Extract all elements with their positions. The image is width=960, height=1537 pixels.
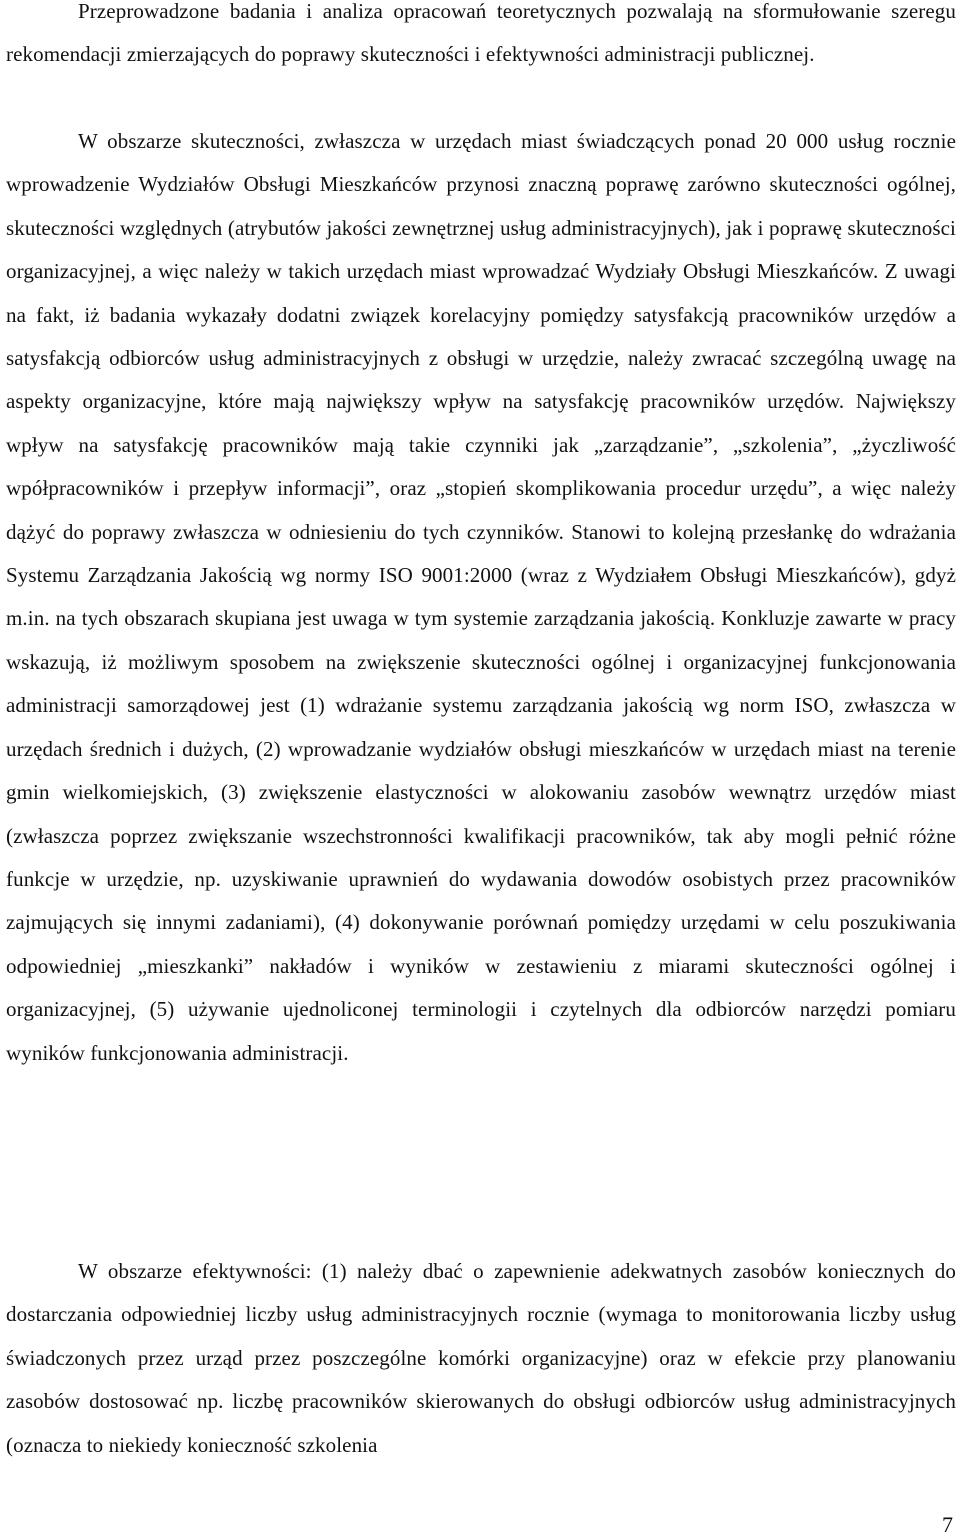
paragraph-recommendations-intro: Przeprowadzone badania i analiza opracowań teoretycznych pozwalają na sformułowanie szeregu rekomendacji zmierzających do poprawy skuteczności i efektywności administracji publicznej. xyxy=(6,0,956,67)
page-number: 7 xyxy=(942,1512,953,1537)
paragraph-efficiency-area: W obszarze efektywności: (1) należy dbać o zapewnienie adekwatnych zasobów koniecznych do dostarczania odpowiedniej liczby usług administracyjnych rocznie (wymaga to monitorowania liczby usług świadczonych przez urząd przez poszczególne komórki organizacyjne) oraz w efekcie przy planowaniu zasobów dostosować np. liczbę pracowników skierowanych do obsługi odbiorców usług administracyjnych (oznacza to niekiedy konieczność szkolenia xyxy=(6,1259,956,1457)
paragraph-effectiveness-area: W obszarze skuteczności, zwłaszcza w urzędach miast świadczących ponad 20 000 usług rocznie wprowadzenie Wydziałów Obsługi Mieszkańców przynosi znaczną poprawę zarówno skuteczności ogólnej, skuteczności względnych (atrybutów jakości zewnętrznej usług administracyjnych), jak i poprawę skuteczności organizacyjnej, a więc należy w takich urzędach miast wprowadzać Wydziały Obsługi Mieszkańców. Z uwagi na fakt, iż badania wykazały dodatni związek korelacyjny pomiędzy satysfakcją pracowników urzędów a satysfakcją odbiorców usług administracyjnych z obsługi w urzędzie, należy zwracać szczególną uwagę na aspekty organizacyjne, które mają największy wpływ na satysfakcję pracowników urzędów. Największy wpływ na satysfakcję pracowników mają takie czynniki jak „zarządzanie”, „szkolenia”, „życzliwość wpółpracowników i przepływ informacji”, oraz „stopień skomplikowania procedur urzędu”, a więc należy dążyć do poprawy zwłaszcza w odniesieniu do tych czynników. Stanowi to kolejną przesłankę do wdrażania Systemu Zarządzania Jakością wg normy ISO 9001:2000 (wraz z Wydziałem Obsługi Mieszkańców), gdyż m.in. na tych obszarach skupiana jest uwaga w tym systemie zarządzania jakością. Konkluzje zawarte w pracy wskazują, iż możliwym sposobem na zwiększenie skuteczności ogólnej i organizacyjnej funkcjonowania administracji samorządowej jest (1) wdrażanie systemu zarządzania jakością wg norm ISO, zwłaszcza w urzędach średnich i dużych, (2) wprowadzanie wydziałów obsługi mieszkańców w urzędach miast na terenie gmin wielkomiejskich, (3) zwiększenie elastyczności w alokowaniu zasobów wewnątrz urzędów miast (zwłaszcza poprzez zwiększanie wszechstronności kwalifikacji pracowników, tak aby mogli pełnić różne funkcje w urzędzie, np. uzyskiwanie uprawnień do wydawania dowodów osobistych przez pracowników zajmujących się innymi zadaniami), (4) dokonywanie porównań pomiędzy urzędami w celu poszukiwania odpowiedniej „mieszkanki” nakładów i wyników w zestawieniu z miarami skuteczności ogólnej i organizacyjnej, (5) używanie ujednoliconej terminologii i czytelnych dla odbiorców narzędzi pomiaru wyników funkcjonowania administracji. xyxy=(6,129,956,1065)
